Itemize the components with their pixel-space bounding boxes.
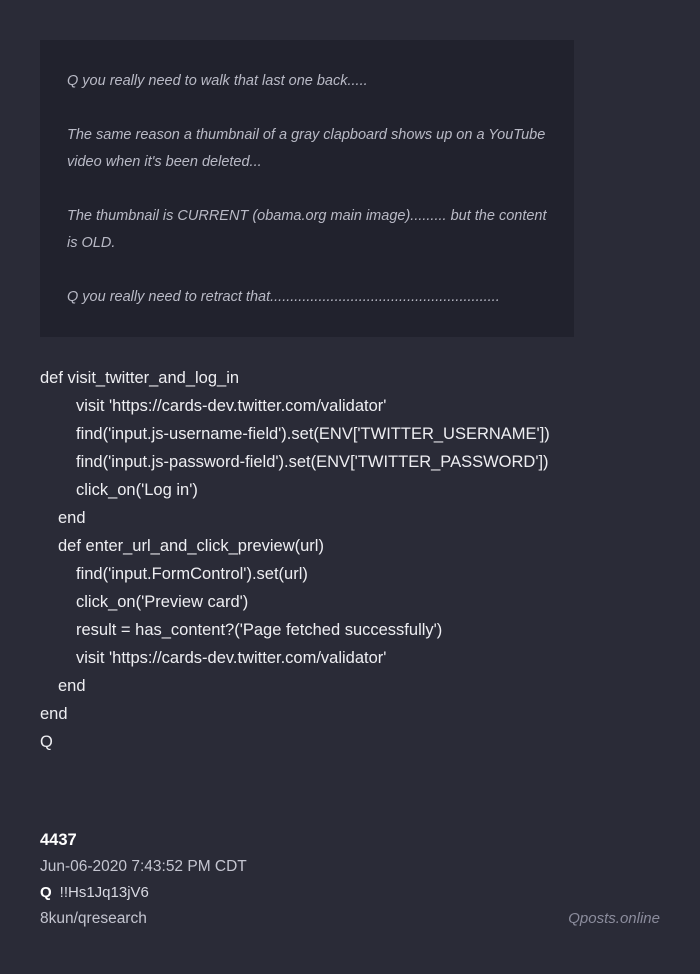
code-line: end: [58, 677, 86, 695]
code-line: visit 'https://cards-dev.twitter.com/validator': [76, 397, 387, 415]
code-line: visit 'https://cards-dev.twitter.com/validator': [76, 649, 387, 667]
code-line: end: [58, 509, 86, 527]
code-line: find('input.js-password-field').set(ENV['TWITTER_PASSWORD']): [76, 453, 549, 471]
code-line: def enter_url_and_click_preview(url): [58, 537, 324, 555]
code-line: result = has_content?('Page fetched successfully'): [76, 621, 443, 639]
site-link[interactable]: Qposts.online: [568, 910, 660, 927]
signature: Q: [40, 733, 53, 751]
tripcode: !!Hs1Jq13jV6: [59, 884, 149, 901]
quote-line: The same reason a thumbnail of a gray clapboard shows up on a YouTube video when it's been deleted...: [67, 127, 546, 170]
board-link[interactable]: 8kun/qresearch: [40, 910, 147, 927]
author-badge: Q: [40, 884, 52, 901]
quote-line: The thumbnail is CURRENT (obama.org main image)......... but the content is OLD.: [67, 208, 547, 251]
quote-line: Q you really need to retract that.........................................................: [67, 289, 500, 305]
quote-line: Q you really need to walk that last one back.....: [67, 73, 368, 89]
code-line: end: [40, 705, 68, 723]
quoted-reply-box: [40, 40, 574, 337]
post-timestamp: Jun-06-2020 7:43:52 PM CDT: [40, 858, 247, 875]
post-meta: [40, 826, 660, 932]
post-number[interactable]: 4437: [40, 831, 77, 849]
source-row: [40, 906, 660, 932]
post-body-code: [40, 364, 660, 756]
code-line: def visit_twitter_and_log_in: [40, 369, 240, 387]
code-line: click_on('Log in'): [76, 481, 198, 499]
code-line: find('input.js-username-field').set(ENV['TWITTER_USERNAME']): [76, 425, 550, 443]
code-line: find('input.FormControl').set(url): [76, 565, 308, 583]
code-line: click_on('Preview card'): [76, 593, 249, 611]
post-author: [40, 880, 660, 906]
